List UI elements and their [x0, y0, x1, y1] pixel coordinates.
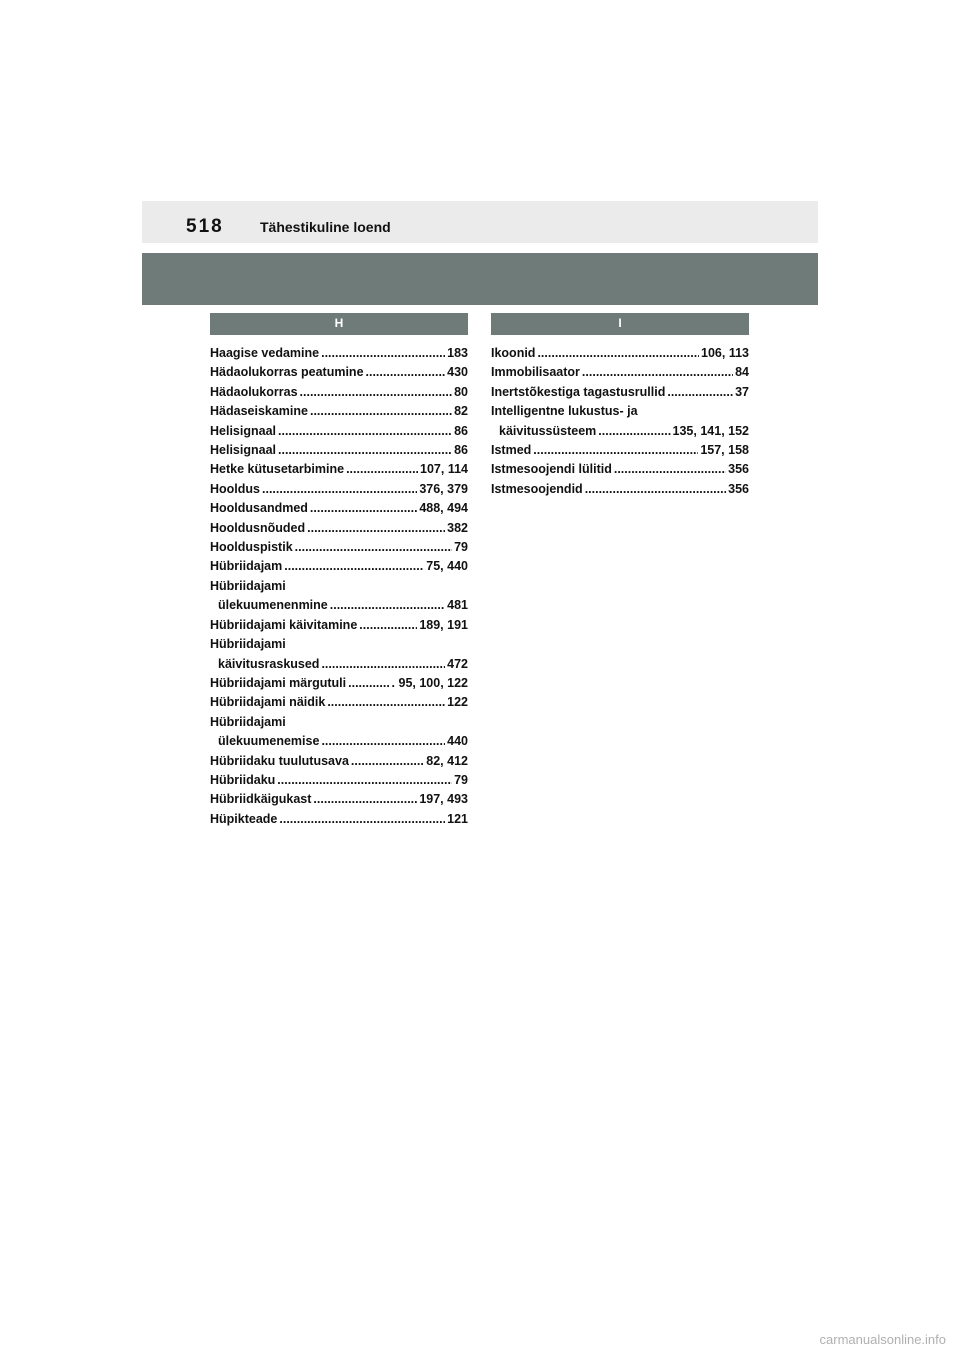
dot-leader: [585, 480, 726, 499]
entry-pages: 86: [454, 443, 468, 458]
entry-pages: 80: [454, 384, 468, 399]
dot-leader: [348, 674, 389, 693]
watermark: carmanualsonline.info: [819, 1332, 946, 1347]
entry-pages: 356: [728, 481, 749, 496]
dot-leader: [321, 344, 445, 363]
entry-pages: 75, 440: [426, 559, 468, 574]
index-entry: [491, 363, 749, 382]
letter-heading-h: H: [210, 313, 468, 335]
entry-pages: 86: [454, 423, 468, 438]
entry-name: Hetke kütusetarbimine: [210, 462, 345, 477]
entry-pages: 430: [447, 365, 468, 380]
dot-leader: [307, 519, 445, 538]
entry-pages: 197, 493: [419, 792, 468, 807]
entry-pages: 106, 113: [701, 346, 749, 360]
section-title: Tähestikuline loend: [260, 219, 391, 235]
entry-name: Ikoonid: [491, 346, 536, 360]
dot-leader: [537, 344, 699, 363]
entry-pages: 183: [447, 346, 468, 360]
index-entry: [210, 752, 468, 771]
dot-leader: [351, 752, 424, 771]
index-entry: [210, 519, 468, 538]
dot-leader: [533, 441, 698, 460]
entry-pages: 82: [454, 404, 468, 419]
entry-name: Hübriidajam: [210, 559, 283, 574]
index-entry: [210, 635, 468, 654]
entry-pages: 472: [447, 656, 468, 671]
entry-name-continued: ülekuumenemise: [218, 734, 320, 749]
index-entry: [210, 422, 468, 441]
entry-name: Hübriidajami käivitamine: [210, 617, 358, 632]
dot-leader: [279, 810, 445, 829]
entry-name: Hübriidajami: [210, 637, 286, 652]
dot-leader: [295, 538, 452, 557]
dot-leader: [277, 771, 452, 790]
entry-name: Hädaolukorras peatumine: [210, 365, 364, 380]
index-entry: [491, 344, 749, 363]
dot-leader: [278, 422, 452, 441]
entry-name: Hübriidajami: [210, 578, 286, 593]
entry-pages: 488, 494: [419, 501, 468, 516]
entry-name: Immobilisaator: [491, 365, 580, 380]
entry-pages: 481: [447, 598, 468, 613]
entry-pages: 382: [447, 520, 468, 535]
dot-leader: [330, 596, 445, 615]
index-entry: [210, 790, 468, 809]
entry-name: Hooldusandmed: [210, 501, 308, 516]
index-entry-continuation: [210, 596, 468, 615]
index-column-i: [491, 313, 749, 499]
entry-name: Istmesoojendid: [491, 481, 583, 496]
entry-pages: 135, 141, 152: [672, 423, 749, 438]
index-entry: [210, 616, 468, 635]
dot-leader: [366, 363, 446, 382]
entry-pages: 37: [735, 384, 749, 399]
index-entry: [491, 480, 749, 499]
entry-pages: 157, 158: [700, 443, 749, 458]
index-entry: [491, 383, 749, 402]
entry-name: Helisignaal: [210, 443, 276, 458]
entry-name: Istmesoojendi lülitid: [491, 462, 612, 477]
entry-name: Hädaolukorras: [210, 384, 298, 399]
index-entry-continuation: [210, 655, 468, 674]
index-entry: [210, 538, 468, 557]
dot-leader: [262, 480, 417, 499]
entry-name: Hübriidajami: [210, 714, 286, 729]
entry-pages: 440: [447, 734, 468, 749]
entry-pages: 189, 191: [419, 617, 468, 632]
index-entry: [210, 383, 468, 402]
entry-name: Hüpikteade: [210, 811, 278, 826]
index-entry: [210, 693, 468, 712]
entry-name: Hübriidkäigukast: [210, 792, 312, 807]
dot-leader: [284, 557, 424, 576]
dot-leader: [300, 383, 453, 402]
dot-leader: [598, 422, 670, 441]
index-entry: [491, 460, 749, 479]
dot-leader: [321, 732, 445, 751]
entry-name: Hooldus: [210, 481, 260, 496]
entry-name-continued: ülekuumenenmine: [218, 598, 328, 613]
header-band: [142, 253, 818, 305]
entry-name: Intelligentne lukustus- ja: [491, 404, 638, 419]
index-entry: [210, 810, 468, 829]
index-entry: [210, 460, 468, 479]
entry-name: Istmed: [491, 443, 532, 458]
entry-name-continued: käivitussüsteem: [499, 423, 597, 438]
index-entry: [210, 771, 468, 790]
entry-pages: 79: [454, 772, 468, 787]
index-entry: [210, 363, 468, 382]
dot-leader: [359, 616, 417, 635]
entry-name: Hübriidaku: [210, 772, 276, 787]
entry-name: Hoolduspistik: [210, 540, 293, 555]
index-entry: [210, 344, 468, 363]
entry-name: Hübriidaku tuulutusava: [210, 753, 349, 768]
index-column-h: [210, 313, 468, 829]
entry-name: Inertstõkestiga tagastusrullid: [491, 384, 666, 399]
index-entry: [210, 499, 468, 518]
entry-pages: 376, 379: [419, 481, 468, 496]
entry-pages: 84: [735, 365, 749, 380]
entry-pages: 122: [447, 695, 468, 710]
letter-heading-i: I: [491, 313, 749, 335]
entry-name: Hübriidajami märgutuli: [210, 675, 347, 690]
entry-name: Hädaseiskamine: [210, 404, 308, 419]
entry-name-continued: käivitusraskused: [218, 656, 320, 671]
dot-leader: [346, 460, 418, 479]
index-entry-continuation: [210, 732, 468, 751]
index-entry: [210, 441, 468, 460]
dot-leader: [667, 383, 733, 402]
index-entry: [210, 480, 468, 499]
index-entry: [210, 557, 468, 576]
entry-name: Hooldusnõuded: [210, 520, 306, 535]
index-entry: [210, 577, 468, 596]
index-entry: [210, 402, 468, 421]
index-entry: [210, 713, 468, 732]
index-entry-continuation: [491, 422, 749, 441]
index-entry: [491, 441, 749, 460]
index-entries-i: [491, 344, 749, 499]
entry-pages: 82, 412: [426, 753, 468, 768]
index-entry: [210, 674, 468, 693]
entry-pages: . 95, 100, 122: [391, 675, 468, 690]
dot-leader: [614, 460, 726, 479]
entry-pages: 121: [447, 811, 468, 826]
dot-leader: [310, 499, 417, 518]
page-header-bar: [142, 201, 818, 243]
entry-pages: 356: [728, 462, 749, 477]
dot-leader: [310, 402, 452, 421]
entry-pages: 107, 114: [420, 462, 468, 477]
entry-name: Hübriidajami näidik: [210, 695, 326, 710]
dot-leader: [313, 790, 417, 809]
page-number: 518: [186, 216, 224, 237]
entry-name: Helisignaal: [210, 423, 276, 438]
dot-leader: [582, 363, 733, 382]
dot-leader: [327, 693, 445, 712]
dot-leader: [278, 441, 452, 460]
index-entries-h: [210, 344, 468, 829]
dot-leader: [321, 655, 445, 674]
entry-name: Haagise vedamine: [210, 346, 320, 360]
entry-pages: 79: [454, 540, 468, 555]
index-entry: [491, 402, 749, 421]
